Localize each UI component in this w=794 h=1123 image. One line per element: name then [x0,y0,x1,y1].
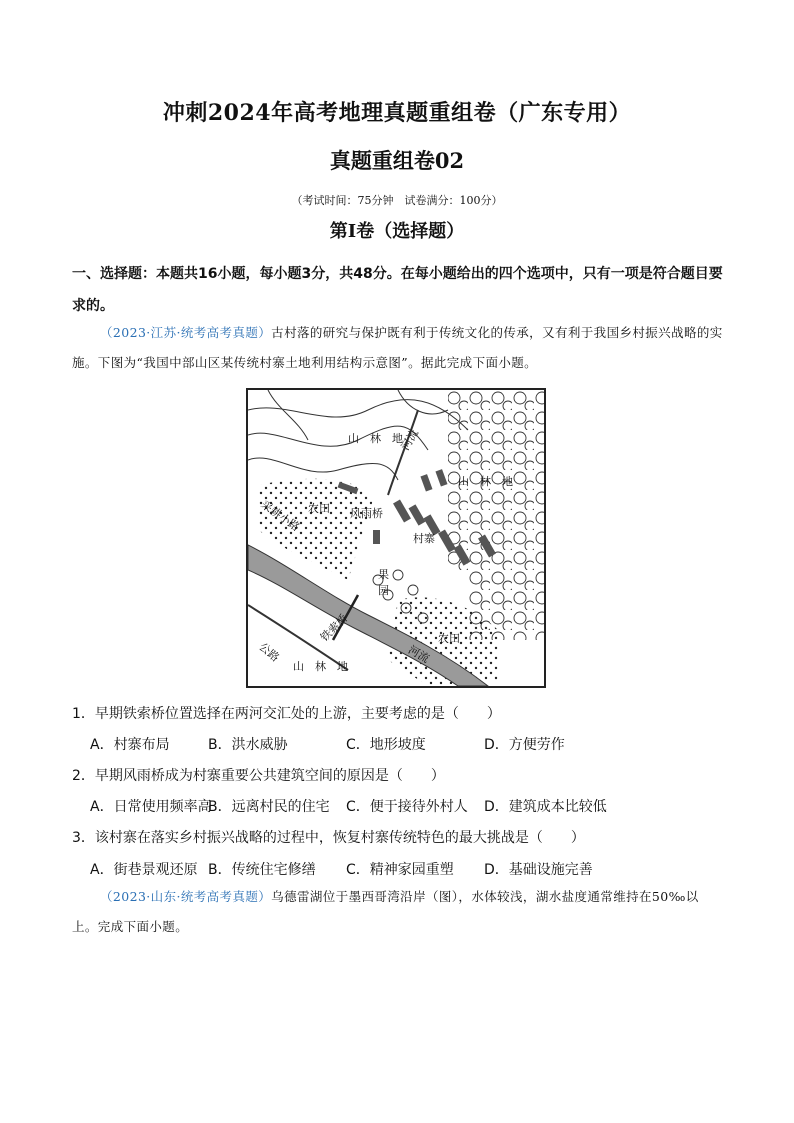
option-a[interactable]: A．村寨布局 [90,737,170,753]
page-title: 冲刺2024年高考地理真题重组卷（广东专用） [162,100,632,126]
option-c[interactable]: C．便于接待外村人 [346,799,468,815]
label-orchard-1: 果 [378,568,389,581]
label-orchard-2: 园 [378,584,389,597]
stream [388,410,418,495]
label-farmland-right: 农田 [438,632,460,645]
option-a[interactable]: A．日常使用频率高 [90,799,212,815]
option-c[interactable]: C．精神家园重塑 [346,862,454,878]
label-iron-bridge: 铁索桥 [317,611,351,645]
label-river-top: 河流 [398,427,421,453]
label-village: 村寨 [413,532,435,545]
label-forest-right: 山 林 地 [458,475,513,488]
label-river-bottom: 河流 [406,643,432,666]
option-d[interactable]: D．基础设施完善 [484,862,593,878]
option-d[interactable]: D．方便劳作 [484,737,565,753]
option-c[interactable]: C．地形坡度 [346,737,426,753]
option-b[interactable]: B．远离村民的住宅 [208,799,330,815]
question-2: 2．早期风雨桥成为村寨重要公共建筑空间的原因是（ ） [72,768,445,784]
section-instructions: 一、选择题：本题共16小题，每小题3分，共48分。在每小题给出的四个选项中，只有一项是符合题目要求的。 [72,266,723,314]
label-bridge: 风雨桥 [350,507,383,520]
question-1: 1．早期铁索桥位置选择在两河交汇处的上游，主要考虑的是（ ） [72,706,501,722]
label-plowing-road: 采耕小路 [258,498,302,534]
passage-1-source: （2023·江苏·统考高考真题） [100,325,272,340]
passage-2 [72,882,724,942]
option-b[interactable]: B．洪水威胁 [208,737,288,753]
passage-2-text: 乌德雷湖位于墨西哥湾沿岸（图），水体较浅，湖水盐度通常维持在50‰以上。完成下面小题。 [72,889,699,934]
label-forest-top: 山 林 地 [348,432,403,445]
option-d[interactable]: D．建筑成本比较低 [484,799,607,815]
label-road: 公路 [256,640,282,665]
option-b[interactable]: B．传统住宅修缮 [208,862,316,878]
village-land-use-map [246,388,546,688]
passage-2-source: （2023·山东·统考高考真题） [100,889,272,904]
label-forest-bottom: 山 林 地 [293,660,348,673]
page-subtitle: 真题重组卷02 [329,148,465,173]
question-3: 3．该村寨在落实乡村振兴战略的过程中，恢复村寨传统特色的最大挑战是（ ） [72,830,585,846]
passage-1 [72,318,724,378]
passage-1-text: 古村落的研究与保护既有利于传统文化的传承，又有利于我国乡村振兴战略的实施。下图为“我国中部山区某传统村寨土地利用结构示意图”。据此完成下面小题。 [72,325,723,370]
exam-info: （考试时间：75分钟 试卷满分：100分） [291,194,503,207]
volume-heading: 第Ⅰ卷（选择题） [329,221,465,242]
label-farmland-left: 农田 [308,502,330,515]
option-a[interactable]: A．街巷景观还原 [90,862,198,878]
map-svg [248,390,544,686]
